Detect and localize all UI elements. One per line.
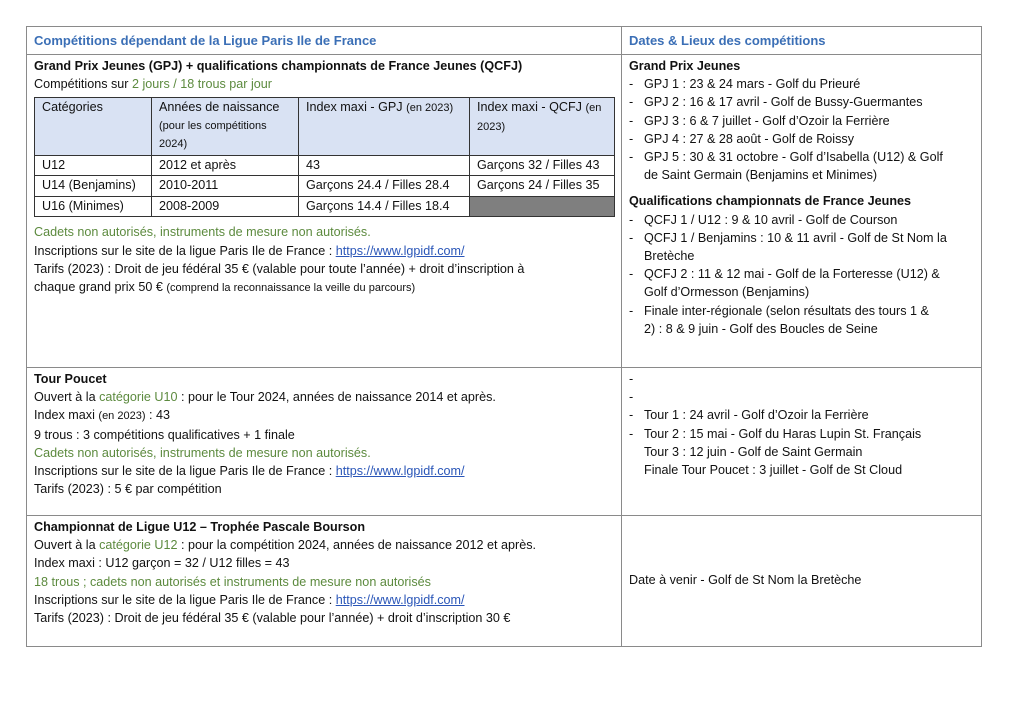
list-item-cont: 2) : 8 & 9 juin - Golf des Boucles de Seine xyxy=(644,321,878,336)
header-row xyxy=(27,27,982,55)
poucet-line-3: 9 trous : 3 compétitions qualificatives + 1 finale xyxy=(34,427,295,442)
cell-annees: 2012 et après xyxy=(152,155,299,176)
cell-cat: U14 (Benjamins) xyxy=(35,176,152,197)
poucet-inscriptions: Inscriptions sur le site de la ligue Paris Ile de France : https://www.lgpidf.com/ xyxy=(34,464,465,479)
cell-annees: 2008-2009 xyxy=(152,196,299,217)
gpj-categories-table xyxy=(34,97,615,217)
cell-index-qcfj: Garçons 32 / Filles 43 xyxy=(470,155,615,176)
col-header-annees: Années de naissance (pour les compétitions 2024) xyxy=(152,98,299,156)
lgpidf-link[interactable]: https://www.lgpidf.com/ xyxy=(335,464,465,479)
poucet-title: Tour Poucet xyxy=(34,372,107,386)
list-item: - Finale inter-régionale (selon résultats des tours 1 & xyxy=(629,303,929,318)
gpj-subtitle: Compétitions sur 2 jours / 18 trous par jour xyxy=(34,77,273,92)
list-item: - QCFJ 1 / U12 : 9 & 10 avril - Golf de Courson xyxy=(629,212,898,227)
u12-dates-cell xyxy=(622,516,982,647)
list-item-dash: - xyxy=(629,372,634,386)
u12-title: Championnat de Ligue U12 – Trophée Pascale Bourson xyxy=(34,520,366,534)
list-item: - GPJ 3 : 6 & 7 juillet - Golf d’Ozoir la Ferrière xyxy=(629,113,890,128)
list-item: - GPJ 1 : 23 & 24 mars - Golf du Prieuré xyxy=(629,77,861,92)
poucet-line-2: Index maxi (en 2023) : 43 xyxy=(34,408,171,423)
cell-index-qcfj: Garçons 24 / Filles 35 xyxy=(470,176,615,197)
header-competitions: Compétitions dépendant de la Ligue Paris Ile de France xyxy=(27,27,622,55)
header-dates: Dates & Lieux des compétitions xyxy=(622,27,982,55)
poucet-cell xyxy=(27,368,622,516)
u12-tarifs: Tarifs (2023) : Droit de jeu fédéral 35 € (valable pour l’année) + droit d’inscription 30 € xyxy=(34,611,511,626)
gpj-inscriptions: Inscriptions sur le site de la ligue Paris Ile de France : https://www.lgpidf.com/ xyxy=(34,243,465,258)
u12-row xyxy=(27,516,982,647)
poucet-note: Cadets non autorisés, instruments de mesure non autorisés. xyxy=(34,445,371,460)
lgpidf-link[interactable]: https://www.lgpidf.com/ xyxy=(335,592,465,607)
gpj-dates-title: Grand Prix Jeunes xyxy=(629,59,741,73)
cell-cat: U16 (Minimes) xyxy=(35,196,152,217)
list-item-cont: Golf d’Ormesson (Benjamins) xyxy=(644,285,810,300)
table-row xyxy=(35,155,615,176)
u12-line-2: Index maxi : U12 garçon = 32 / U12 filles = 43 xyxy=(34,556,290,571)
poucet-dates-cell xyxy=(622,368,982,516)
table-row xyxy=(35,176,615,197)
gpj-tarifs-1: Tarifs (2023) : Droit de jeu fédéral 35 € (valable pour toute l’année) + droit d’inscription à xyxy=(34,261,525,276)
lgpidf-link[interactable]: https://www.lgpidf.com/ xyxy=(335,243,465,258)
list-item: Finale Tour Poucet : 3 juillet - Golf de St Cloud xyxy=(644,463,903,478)
list-item: Tour 3 : 12 juin - Golf de Saint Germain xyxy=(644,444,863,459)
qcfj-dates-title: Qualifications championnats de France Jeunes xyxy=(629,194,912,209)
u12-note: 18 trous ; cadets non autorisés et instruments de mesure non autorisés xyxy=(34,574,431,589)
poucet-row xyxy=(27,368,982,516)
u12-cell xyxy=(27,516,622,647)
u12-inscriptions: Inscriptions sur le site de la ligue Paris Ile de France : https://www.lgpidf.com/ xyxy=(34,592,465,607)
list-item: - Tour 2 : 15 mai - Golf du Haras Lupin St. Français xyxy=(629,426,922,441)
u12-line-1: Ouvert à la catégorie U12 : pour la compétition 2024, années de naissance 2012 et après. xyxy=(34,538,536,553)
list-item: - GPJ 4 : 27 & 28 août - Golf de Roissy xyxy=(629,131,854,146)
gpj-cell xyxy=(27,55,622,368)
poucet-tarifs: Tarifs (2023) : 5 € par compétition xyxy=(34,482,222,497)
table-row xyxy=(35,196,615,217)
col-header-index-qcfj: Index maxi - QCFJ (en 2023) xyxy=(470,98,615,156)
categories-header-row xyxy=(35,98,615,156)
list-item: - Tour 1 : 24 avril - Golf d’Ozoir la Ferrière xyxy=(629,408,869,423)
cell-annees: 2010-2011 xyxy=(152,176,299,197)
gpj-tarifs-2: chaque grand prix 50 € (comprend la reconnaissance la veille du parcours) xyxy=(34,280,416,295)
list-item: - GPJ 2 : 16 & 17 avril - Golf de Bussy-Guermantes xyxy=(629,95,923,110)
list-item-cont: Bretèche xyxy=(644,249,695,264)
cell-index-gpj: Garçons 24.4 / Filles 28.4 xyxy=(299,176,470,197)
poucet-line-1: Ouvert à la catégorie U10 : pour le Tour 2024, années de naissance 2014 et après. xyxy=(34,390,496,405)
list-item: - QCFJ 2 : 11 & 12 mai - Golf de la Forteresse (U12) & xyxy=(629,267,940,282)
col-header-index-gpj: Index maxi - GPJ (en 2023) xyxy=(299,98,470,156)
list-item-dash: - xyxy=(629,390,634,405)
cell-cat: U12 xyxy=(35,155,152,176)
competitions-table xyxy=(26,26,982,647)
col-header-categories: Catégories xyxy=(35,98,152,156)
cell-index-qcfj-empty xyxy=(470,196,615,217)
cell-index-gpj: Garçons 14.4 / Filles 18.4 xyxy=(299,196,470,217)
list-item-cont: de Saint Germain (Benjamins et Minimes) xyxy=(644,168,878,183)
cell-index-gpj: 43 xyxy=(299,155,470,176)
list-item: - GPJ 5 : 30 & 31 octobre - Golf d’Isabella (U12) & Golf xyxy=(629,150,943,165)
list-item: - QCFJ 1 / Benjamins : 10 & 11 avril - Golf de St Nom la xyxy=(629,230,947,245)
gpj-dates-cell xyxy=(622,55,982,368)
gpj-title: Grand Prix Jeunes (GPJ) + qualifications championnats de France Jeunes (QCFJ) xyxy=(34,59,523,73)
u12-date-text: Date à venir - Golf de St Nom la Bretèche xyxy=(629,573,862,588)
gpj-note: Cadets non autorisés, instruments de mesure non autorisés. xyxy=(34,225,371,240)
gpj-row xyxy=(27,55,982,368)
